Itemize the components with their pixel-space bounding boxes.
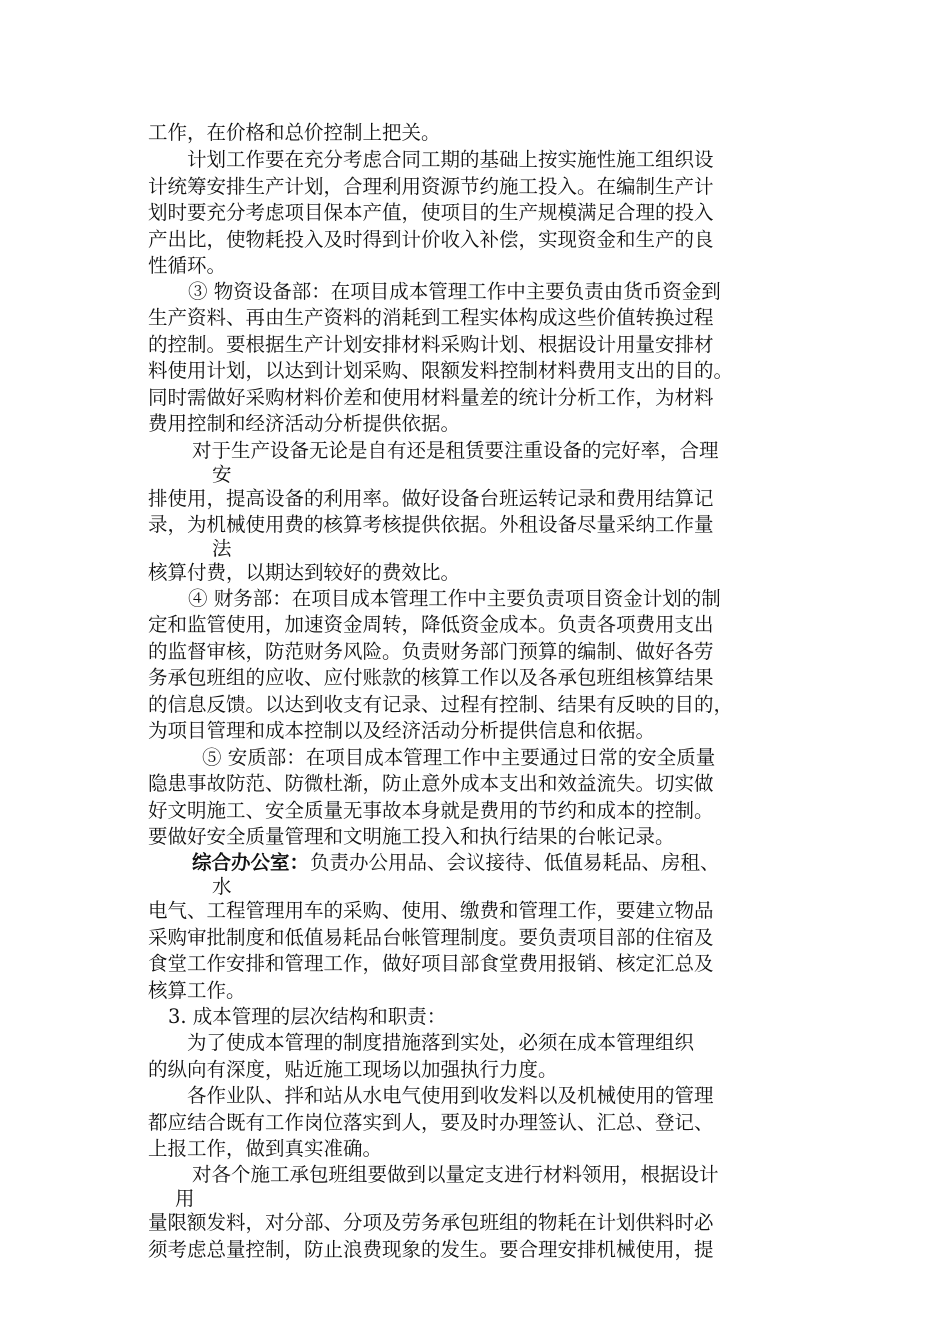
text-line: 安	[212, 463, 232, 486]
text-line: 核算工作。	[148, 979, 246, 1002]
text-line: ③ 物资设备部：在项目成本管理工作中主要负责由货币资金到	[188, 280, 721, 303]
text-line: 采购审批制度和低值易耗品台帐管理制度。要负责项目部的住宿及	[148, 926, 714, 949]
text-line: 计划工作要在充分考虑合同工期的基础上按实施性施工组织设	[187, 148, 714, 171]
text-line: 法	[212, 537, 232, 560]
text-line: 量限额发料，对分部、分项及劳务承包班组的物耗在计划供料时必	[148, 1211, 714, 1234]
text-line: 的纵向有深度，贴近施工现场以加强执行力度。	[148, 1058, 558, 1081]
text-line: 生产资料、再由生产资料的消耗到工程实体构成这些价值转换过程	[148, 306, 714, 329]
text-line: 为了使成本管理的制度措施落到实处，必须在成本管理组织	[187, 1031, 695, 1054]
text-line: 录，为机械使用费的核算考核提供依据。外租设备尽量采纳工作量	[148, 513, 714, 536]
text-line: 须考虑总量控制，防止浪费现象的发生。要合理安排机械使用，提	[148, 1238, 714, 1261]
text-line: 负责办公用品、会议接待、低值易耗品、房租、	[310, 851, 720, 874]
text-line: 核算付费，以期达到较好的费效比。	[148, 561, 461, 584]
text-line: 各作业队、拌和站从水电气使用到收发料以及机械使用的管理	[187, 1084, 714, 1107]
text-line: 划时要充分考虑项目保本产值，使项目的生产规模满足合理的投入	[148, 201, 714, 224]
text-line: 要做好安全质量管理和文明施工投入和执行结果的台帐记录。	[148, 825, 675, 848]
text-line: 上报工作，做到真实准确。	[148, 1137, 383, 1160]
text-line: 电气、工程管理用车的采购、使用、缴费和管理工作，要建立物品	[148, 899, 714, 922]
text-line: 同时需做好采购材料价差和使用材料量差的统计分析工作，为材料	[148, 386, 714, 409]
text-line: ⑤ 安质部：在项目成本管理工作中主要通过日常的安全质量	[202, 746, 716, 769]
text-line: 水	[212, 875, 232, 898]
text-line: 隐患事故防范、防微杜渐，防止意外成本支出和效益流失。切实做	[148, 772, 714, 795]
text-line: 的监督审核，防范财务风险。负责财务部门预算的编制、做好各劳	[148, 640, 714, 663]
text-line: 对各个施工承包班组要做到以量定支进行材料领用，根据设计	[192, 1163, 719, 1186]
text-line: 用	[175, 1187, 195, 1210]
text-line: ④ 财务部：在项目成本管理工作中主要负责项目资金计划的制	[188, 587, 721, 610]
section-heading-3: 3. 成本管理的层次结构和职责：	[168, 1005, 447, 1028]
text-line: 定和监管使用，加速资金周转，降低资金成本。负责各项费用支出	[148, 613, 714, 636]
text-line: 务承包班组的应收、应付账款的核算工作以及各承包班组核算结果	[148, 666, 714, 689]
text-line: 为项目管理和成本控制以及经济活动分析提供信息和依据。	[148, 719, 656, 742]
text-line: 产出比，使物耗投入及时得到计价收入补偿，实现资金和生产的良	[148, 228, 714, 251]
text-line: 工作，在价格和总价控制上把关。	[148, 121, 441, 144]
text-line: 的控制。要根据生产计划安排材料采购计划、根据设计用量安排材	[148, 333, 714, 356]
text-line: 对于生产设备无论是自有还是租赁要注重设备的完好率，合理	[192, 439, 719, 462]
text-line: 计统筹安排生产计划，合理利用资源节约施工投入。在编制生产计	[148, 175, 714, 198]
text-line: 排使用，提高设备的利用率。做好设备台班运转记录和费用结算记	[148, 487, 714, 510]
text-line: 费用控制和经济活动分析提供依据。	[148, 412, 461, 435]
text-line: 的信息反馈。以达到收支有记录、过程有控制、结果有反映的目的，	[148, 693, 734, 716]
text-line: 料使用计划，以达到计划采购、限额发料控制材料费用支出的目的。	[148, 359, 734, 382]
text-line: 都应结合既有工作岗位落实到人，要及时办理签认、汇总、登记、	[148, 1111, 714, 1134]
text-line: 好文明施工、安全质量无事故本身就是费用的节约和成本的控制。	[148, 799, 714, 822]
text-line: 食堂工作安排和管理工作，做好项目部食堂费用报销、核定汇总及	[148, 952, 714, 975]
section-heading-office: 综合办公室：	[192, 851, 310, 874]
text-line: 性循环。	[148, 254, 227, 277]
